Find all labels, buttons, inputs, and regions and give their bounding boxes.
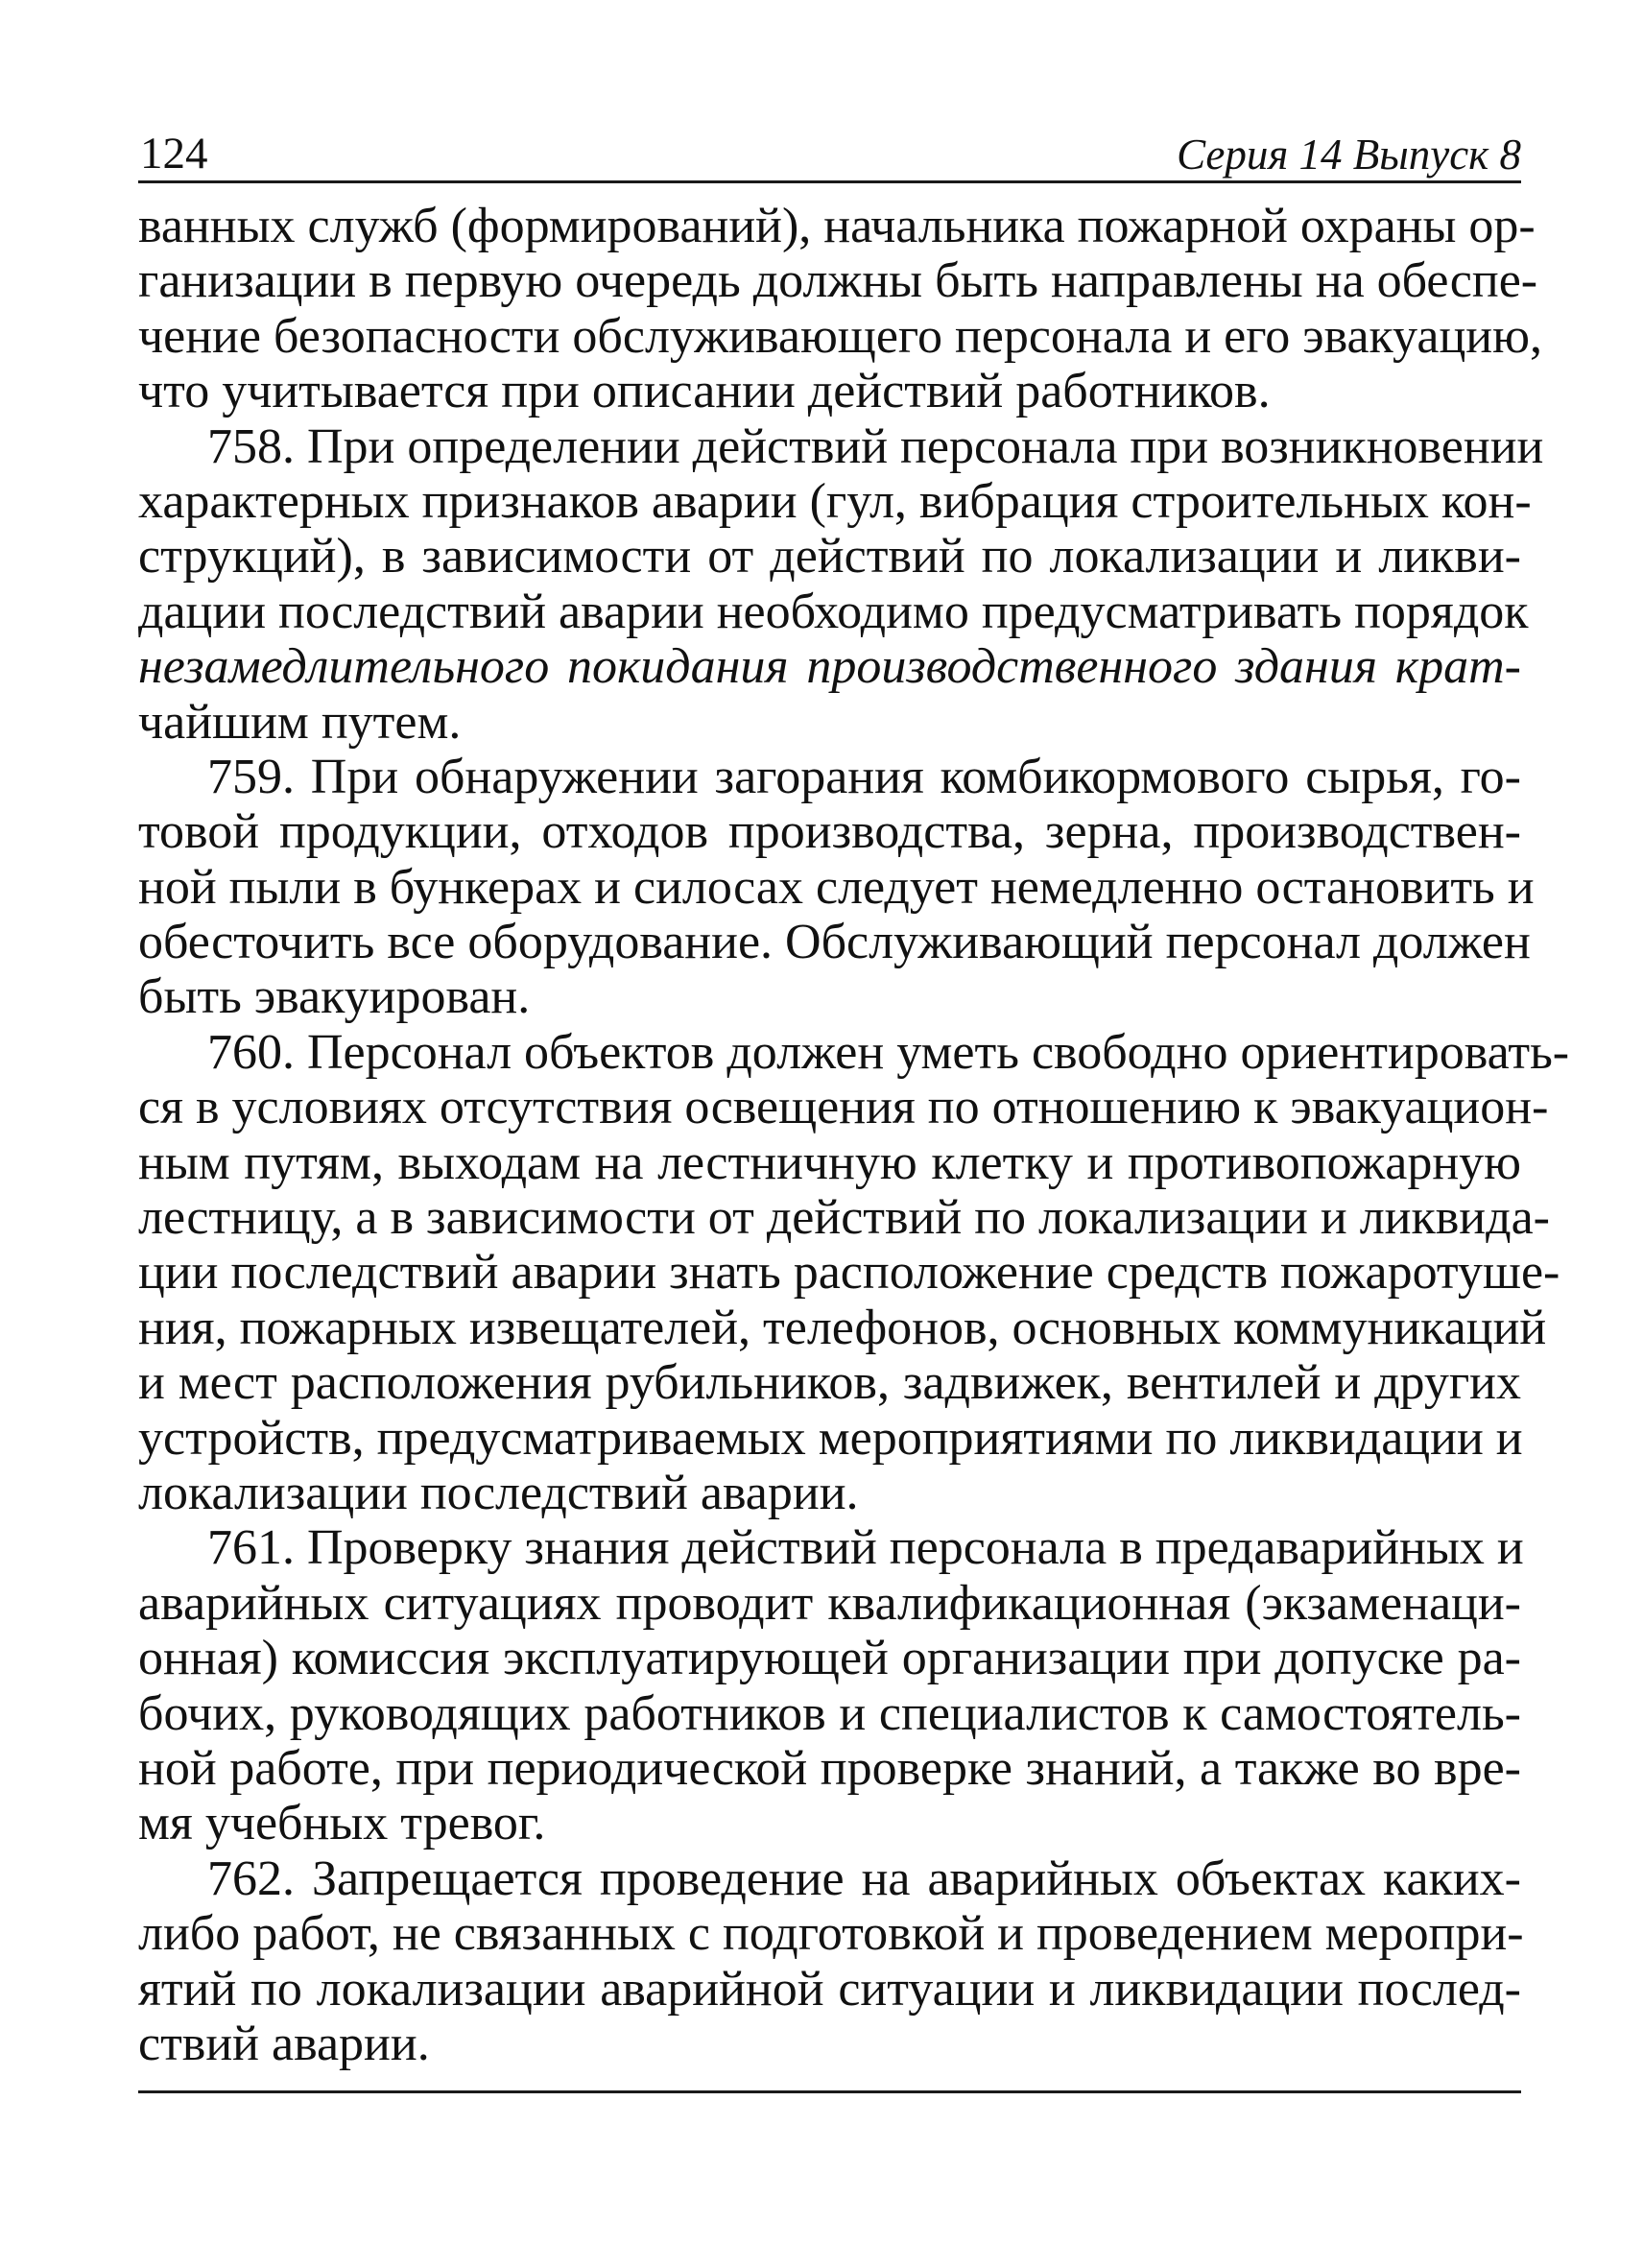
paragraph-762 xyxy=(138,1850,1524,2072)
text-line: ной пыли в бункерах и силосах следует немедленно остановить и xyxy=(138,859,1535,915)
text-line: характерных признаков аварии (гул, вибрация строительных кон- xyxy=(138,473,1532,529)
text-line: лестницу, а в зависимости от действий по локализации и ликвида- xyxy=(138,1190,1550,1246)
paragraph-758 xyxy=(138,418,1544,750)
text-line: устройств, предусматриваемых мероприятиями по ликвидации и xyxy=(138,1410,1523,1466)
text-line: бочих, руководящих работников и специалистов к самостоятель- xyxy=(138,1685,1521,1741)
paragraph-761 xyxy=(138,1520,1524,1851)
text-line: ной работе, при периодической проверке знаний, а также во вре- xyxy=(138,1740,1521,1796)
text-line: мя учебных тревог. xyxy=(138,1796,546,1851)
text-line: онная) комиссия эксплуатирующей организации при допуске ра- xyxy=(138,1631,1521,1686)
text-line: 762. Запрещается проведение на аварийных объектах каких- xyxy=(207,1850,1521,1906)
text-line: либо работ, не связанных с подготовкой и проведением меропри- xyxy=(138,1906,1524,1962)
text-line: чайшим путем. xyxy=(138,694,462,750)
text-line: 760. Персонал объектов должен уметь свободно ориентировать- xyxy=(207,1024,1570,1080)
text-line: чение безопасности обслуживающего персонала и его эвакуацию, xyxy=(138,308,1542,364)
text-line: что учитывается при описании действий работников. xyxy=(138,364,1271,419)
paragraph-760 xyxy=(138,1024,1570,1521)
page-number: 124 xyxy=(140,129,208,179)
text-line: ным путям, выходам на лестничную клетку и противопожарную xyxy=(138,1134,1521,1190)
text-line: ствий аварии. xyxy=(138,2016,430,2071)
text-line: обесточить все оборудование. Обслуживающий персонал должен xyxy=(138,915,1531,970)
text-line: быть эвакуирован. xyxy=(138,969,531,1025)
text-line: и мест расположения рубильников, задвижек, вентилей и других xyxy=(138,1355,1521,1411)
text-line: дации последствий аварии необходимо предусматривать порядок xyxy=(138,584,1529,639)
text-line: 759. При обнаружении загорания комбикормового сырья, го- xyxy=(207,749,1521,804)
text-line: ятий по локализации аварийной ситуации и ликвидации послед- xyxy=(138,1961,1521,2017)
text-line: ции последствий аварии знать расположение средств пожаротуше- xyxy=(138,1245,1560,1301)
body-text xyxy=(138,199,1570,2071)
text-line: ганизации в первую очередь должны быть направлены на обеспе- xyxy=(138,253,1538,309)
text-line: струкций), в зависимости от действий по локализации и ликви- xyxy=(138,529,1521,585)
series-title: Серия 14 Выпуск 8 xyxy=(1177,131,1521,179)
text-line: товой продукции, отходов производства, зерна, производствен- xyxy=(138,804,1521,860)
paragraph-759 xyxy=(138,749,1535,1025)
running-header xyxy=(138,123,1521,183)
text-line-italic: незамедлительного покидания производственного здания крат- xyxy=(138,639,1521,695)
text-line: 758. При определении действий персонала при возникновении xyxy=(207,418,1544,474)
text-line: локализации последствий аварии. xyxy=(138,1465,859,1520)
bottom-rule xyxy=(138,2090,1521,2093)
paragraph-continuation xyxy=(138,199,1542,419)
text-line: аварийных ситуациях проводит квалификационная (экзаменаци- xyxy=(138,1575,1521,1631)
text-line: 761. Проверку знания действий персонала в предаварийных и xyxy=(207,1520,1524,1576)
text-line: ся в условиях отсутствия освещения по отношению к эвакуацион- xyxy=(138,1080,1549,1135)
text-line: ния, пожарных извещателей, телефонов, основных коммуникаций xyxy=(138,1300,1547,1355)
text-line: ванных служб (формирований), начальника пожарной охраны ор- xyxy=(138,199,1536,253)
